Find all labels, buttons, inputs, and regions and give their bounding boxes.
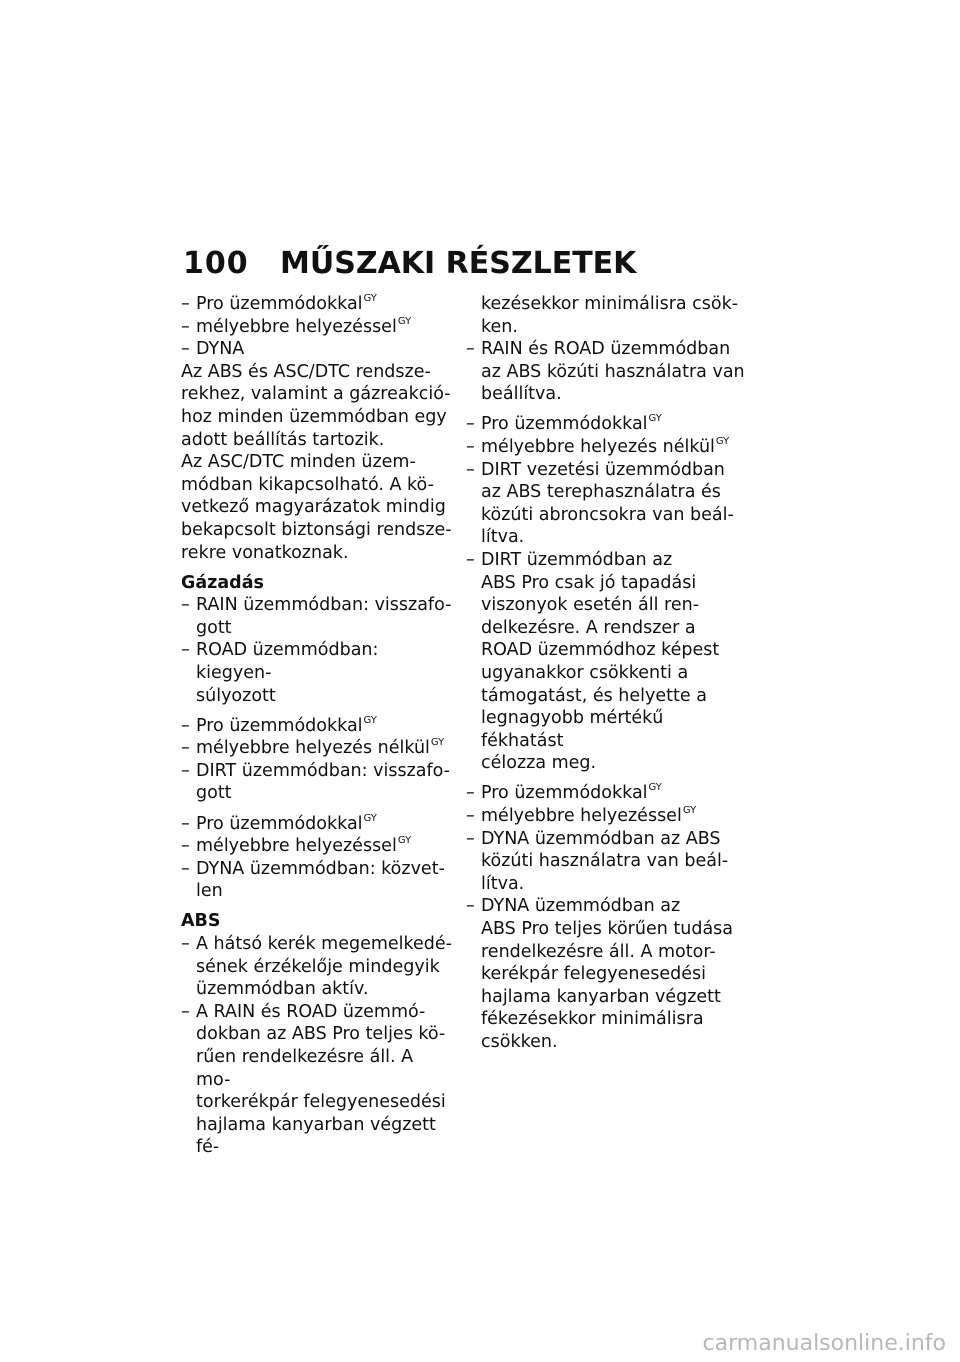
heading-gazadas: Gázadás — [181, 572, 264, 593]
continued-text: kezésekkor minimálisra csök- ken. — [481, 294, 739, 337]
list-right-2 — [466, 413, 746, 775]
page-number: 100 — [183, 246, 249, 281]
list-item — [466, 805, 746, 828]
dash-bullet: – — [181, 813, 190, 834]
list-item-text: ROAD üzemmódban: kiegyen- súlyozott — [196, 640, 379, 706]
list-item-text: mélyebbre helyezés nélkül — [196, 738, 430, 759]
list-item — [466, 436, 746, 459]
list-item-text: RAIN üzemmódban: visszafo- gott — [196, 595, 452, 638]
superscript-mark: GY — [363, 293, 377, 304]
list-item — [466, 549, 746, 775]
dash-bullet: – — [181, 858, 190, 879]
list-item — [466, 782, 746, 805]
list-item-text: DYNA üzemmódban az ABS Pro teljes körűen tudása rendelkezésre áll. A motor- kerékpár felegyenesedési hajlama kanyarban végzett fékezésekkor minimálisra csökken. — [481, 896, 734, 1052]
dash-bullet: – — [181, 715, 190, 736]
list-item-text: A RAIN és ROAD üzemmó- dokban az ABS Pro teljes kö- rűen rendelkezésre áll. A mo- torkerékpár felegyenesedési hajlama kanyarban végzett fé- — [196, 1001, 446, 1158]
list-item — [181, 316, 453, 339]
list-item — [466, 413, 746, 436]
superscript-mark: GY — [430, 737, 445, 749]
right-column — [466, 293, 746, 1054]
list-item-text: RAIN és ROAD üzemmódban az ABS közúti használatra van beállítva. — [481, 339, 745, 405]
list-item-text: A hátsó kerék megemelkedé- sének érzékelője mindegyik üzemmódban aktív. — [196, 934, 452, 1000]
list-item — [466, 338, 746, 406]
dash-bullet: – — [181, 640, 190, 661]
list-item-text: Pro üzemmódokkal — [481, 414, 648, 435]
list-item-text: DIRT üzemmódban: visszafo- gott — [196, 760, 450, 804]
list-item — [181, 760, 453, 805]
dash-bullet: – — [181, 595, 190, 616]
dash-bullet: – — [466, 806, 475, 827]
dash-bullet: – — [181, 294, 190, 314]
list-item — [181, 1001, 453, 1159]
list-item-text: mélyebbre helyezéssel — [481, 806, 682, 827]
dash-bullet: – — [181, 934, 190, 955]
list-item-text: DYNA — [196, 339, 245, 360]
dash-bullet: – — [466, 459, 475, 480]
paragraph-abs-asc-settings: Az ABS és ASC/DTC rendsze- rekhez, valamint a gázreakció- hoz minden üzemmódban egy adott beállítás tartozik. — [181, 361, 451, 450]
list-left-1 — [181, 293, 453, 361]
list-item-text: DYNA üzemmódban az ABS közúti használatra van beál- lítva. — [481, 828, 729, 894]
list-item — [181, 933, 453, 1001]
list-item-text: Pro üzemmódokkal — [481, 783, 648, 804]
list-item-text: DYNA üzemmódban: közvet- len — [196, 858, 445, 902]
list-item-text: mélyebbre helyezés nélkül — [481, 437, 715, 458]
superscript-mark: GY — [648, 413, 662, 425]
list-item — [466, 459, 746, 549]
list-left-5 — [181, 933, 453, 1159]
superscript-mark: GY — [648, 782, 662, 794]
list-item-text: mélyebbre helyezéssel — [196, 836, 397, 857]
dash-bullet: – — [466, 783, 475, 804]
superscript-mark: GY — [363, 714, 377, 726]
heading-abs: ABS — [181, 911, 221, 932]
superscript-mark: GY — [363, 812, 377, 824]
left-column — [181, 293, 453, 1159]
dash-bullet: – — [181, 339, 190, 360]
list-item — [466, 828, 746, 896]
list-item — [466, 895, 746, 1053]
superscript-mark: GY — [397, 835, 412, 847]
list-item — [181, 835, 453, 858]
list-left-2 — [181, 594, 453, 707]
list-item — [181, 858, 453, 903]
list-item-text: Pro üzemmódokkal — [196, 715, 363, 736]
paragraph-asc-dtc: Az ASC/DTC minden üzem- módban kikapcsolható. A kö- vetkező magyarázatok mindig bekapcsolt biztonsági rendsze- rekre vonatkoznak. — [181, 452, 452, 563]
watermark: carmanualsonline.info — [702, 1331, 946, 1356]
list-item-text: Pro üzemmódokkal — [196, 813, 363, 834]
dash-bullet: – — [181, 316, 190, 337]
list-item-text: DIRT vezetési üzemmódban az ABS terephasználatra és közúti abroncsokra van beál- lítva. — [481, 459, 734, 548]
list-item-text: DIRT üzemmódban az ABS Pro csak jó tapadási viszonyok esetén áll ren- delkezésre. A rendszer a ROAD üzemmódhoz képest ugyanakkor csökkenti a támogatást, és helyette a legnagyobb mértékű fékhatást célozza meg. — [481, 550, 720, 774]
dash-bullet: – — [466, 437, 475, 458]
dash-bullet: – — [181, 738, 190, 759]
list-item-continued — [466, 293, 746, 338]
list-right-3 — [466, 782, 746, 1053]
dash-bullet: – — [181, 836, 190, 857]
list-item — [181, 594, 453, 639]
list-item — [181, 813, 453, 836]
dash-bullet: – — [466, 339, 475, 360]
list-right-1 — [466, 338, 746, 406]
list-item-text: mélyebbre helyezéssel — [196, 316, 397, 337]
list-left-3 — [181, 715, 453, 805]
superscript-mark: GY — [397, 315, 412, 327]
list-item — [181, 338, 453, 361]
dash-bullet: – — [181, 760, 190, 781]
superscript-mark: GY — [715, 436, 730, 448]
superscript-mark: GY — [682, 805, 697, 817]
list-item — [181, 715, 453, 738]
dash-bullet: – — [466, 896, 475, 917]
list-item-text: Pro üzemmódokkal — [196, 294, 363, 314]
dash-bullet: – — [466, 414, 475, 435]
page-title: MŰSZAKI RÉSZLETEK — [280, 246, 637, 281]
dash-bullet: – — [181, 1001, 190, 1022]
list-left-4 — [181, 813, 453, 903]
dash-bullet: – — [466, 828, 475, 849]
dash-bullet: – — [466, 550, 475, 571]
list-item — [181, 737, 453, 760]
list-item — [181, 639, 453, 707]
list-item — [181, 293, 453, 316]
